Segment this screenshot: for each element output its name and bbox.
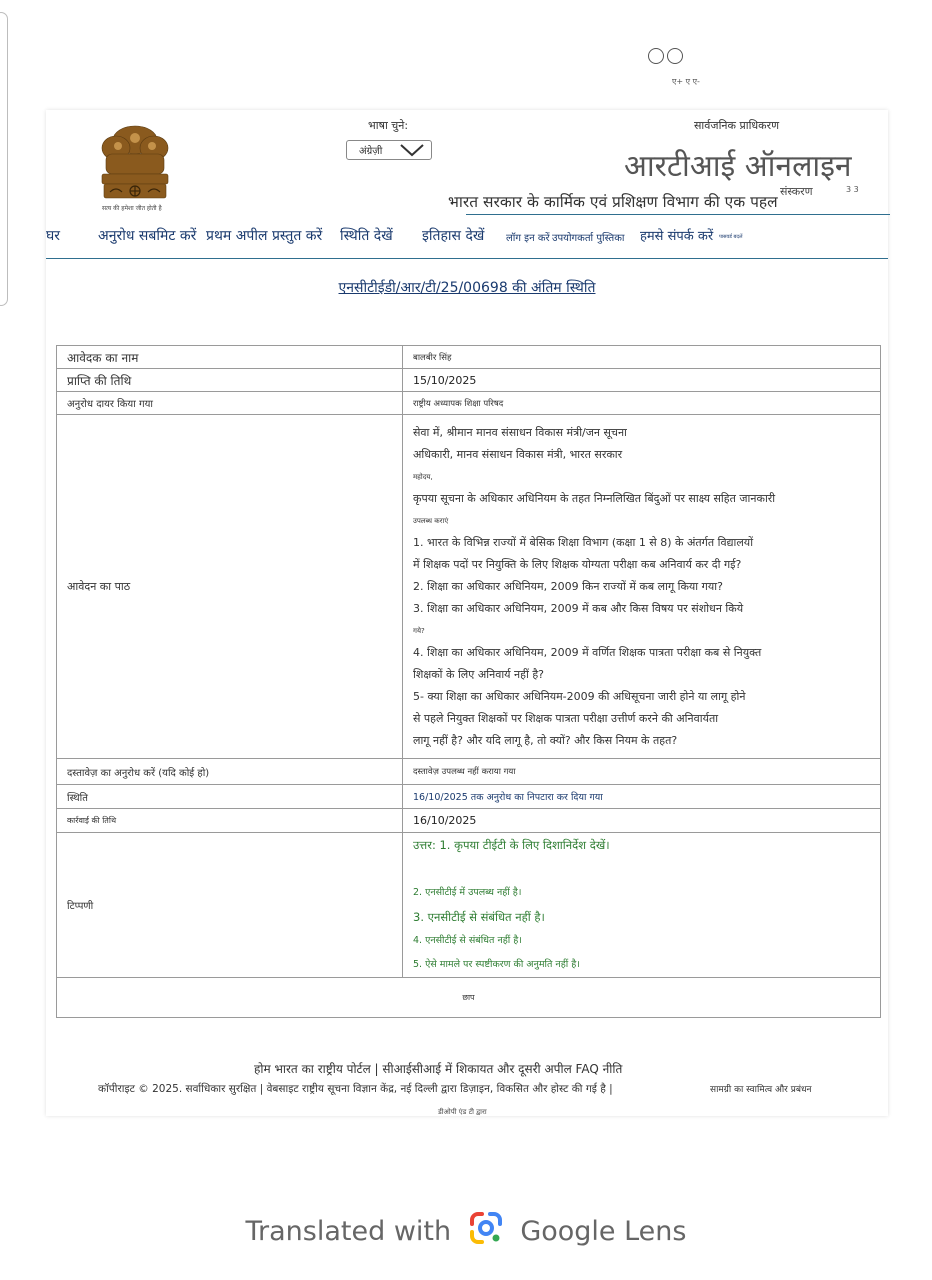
filed-with-label: अनुरोध दायर किया गया	[57, 392, 403, 415]
nav-view-history[interactable]: इतिहास देखें	[422, 228, 485, 244]
nav-home[interactable]: घर	[46, 228, 60, 244]
remark-line: 3. एनसीटीई से संबंधित नहीं है।	[413, 910, 545, 924]
final-status-title: एनसीटीईडी/आर/टी/25/00698 की अंतिम स्थिति	[338, 280, 596, 296]
nav-view-status[interactable]: स्थिति देखें	[340, 228, 393, 244]
contrast-toggle-2[interactable]	[667, 48, 683, 64]
nav-submit-request[interactable]: अनुरोध सबमिट करें	[98, 228, 197, 244]
translation-banner	[0, 1210, 932, 1247]
nav-login[interactable]: लॉग इन करें	[506, 233, 550, 244]
print-button[interactable]: छाप	[57, 978, 881, 1018]
application-line: उपलब्ध कराएं	[413, 516, 449, 525]
national-emblem-icon	[96, 118, 174, 218]
status-label: स्थिति	[57, 785, 403, 809]
remark-line: 4. एनसीटीई से संबंधित नहीं है।	[413, 935, 522, 946]
footer-links[interactable]: होम भारत का राष्ट्रीय पोर्टल | सीआईसीआई में शिकायत और दूसरी अपील FAQ नीति	[254, 1062, 623, 1076]
chevron-down-icon	[399, 143, 425, 157]
remark-line: उत्तर: 1. कृपया टीईटी के लिए दिशानिर्देश देखें।	[413, 838, 610, 852]
language-label: भाषा चुने:	[368, 119, 409, 132]
table-row	[57, 978, 881, 1018]
header-divider	[466, 214, 890, 215]
application-line: लागू नहीं है? और यदि लागू है, तो क्यों? और किस नियम के तहत?	[413, 733, 678, 747]
application-line: 3. शिक्षा का अधिकार अधिनियम, 2009 में कब और किस विषय पर संशोधन किये	[413, 601, 744, 615]
filed-with-value: राष्ट्रीय अध्यापक शिक्षा परिषद	[403, 392, 881, 415]
main-nav	[46, 226, 888, 252]
status-value: 16/10/2025 तक अनुरोध का निपटारा कर दिया गया	[403, 785, 881, 809]
action-date-label: कार्रवाई की तिथि	[57, 809, 403, 833]
table-row	[57, 392, 881, 415]
application-text-label: आवेदन का पाठ	[57, 415, 403, 759]
google-lens-icon	[468, 1210, 504, 1246]
font-size-controls[interactable]: ए+ ए ए-	[672, 77, 700, 86]
site-title: आरटीआई ऑनलाइन	[624, 149, 852, 184]
applicant-name-label: आवेदक का नाम	[57, 346, 403, 369]
language-selected-value: अंग्रेज़ी	[359, 146, 383, 157]
table-row	[57, 759, 881, 785]
application-line: 2. शिक्षा का अधिकार अधिनियम, 2009 किन राज्यों में कब लागू किया गया?	[413, 579, 723, 593]
application-line: सेवा में, श्रीमान मानव संसाधन विकास मंत्री/जन सूचना	[413, 425, 627, 439]
language-select[interactable]	[346, 140, 432, 160]
rti-page	[46, 110, 888, 1116]
site-subtitle: भारत सरकार के कार्मिक एवं प्रशिक्षण विभाग की एक पहल	[448, 193, 778, 211]
action-date-value: 16/10/2025	[403, 809, 881, 833]
table-row	[57, 415, 881, 759]
table-row	[57, 809, 881, 833]
application-line: में शिक्षक पदों पर नियुक्ति के लिए शिक्षक योग्यता परीक्षा कब अनिवार्य कर दी गई?	[413, 557, 742, 571]
version-label: संस्करण	[780, 185, 813, 198]
side-panel-handle[interactable]	[0, 12, 8, 306]
table-row	[57, 369, 881, 392]
version-number: 3 3	[846, 185, 859, 194]
request-details-table	[56, 345, 881, 1018]
application-line: शिक्षकों के लिए अनिवार्य नहीं है?	[413, 667, 545, 681]
application-line: से पहले नियुक्त शिक्षकों पर शिक्षक पात्रता परीक्षा उत्तीर्ण करने की अनिवार्यता	[413, 711, 719, 725]
application-line: 4. शिक्षा का अधिकार अधिनियम, 2009 में वर्णित शिक्षक पात्रता परीक्षा कब से नियुक्त	[413, 645, 762, 659]
application-line: कृपया सूचना के अधिकार अधिनियम के तहत निम्नलिखित बिंदुओं पर साक्ष्य सहित जानकारी	[413, 491, 776, 505]
remark-line: 5. ऐसे मामले पर स्पष्टीकरण की अनुमति नहीं है।	[413, 959, 580, 970]
application-line: महोदय,	[413, 472, 433, 481]
remarks-value	[403, 833, 881, 978]
documents-value: दस्तावेज़ उपलब्ध नहीं कराया गया	[403, 759, 881, 785]
application-text-value	[403, 415, 881, 759]
content-ownership: सामग्री का स्वामित्व और प्रबंधन	[710, 1085, 812, 1095]
nav-divider	[46, 258, 888, 259]
translation-prefix: Translated with	[245, 1216, 452, 1247]
documents-label: दस्तावेज़ का अनुरोध करें (यदि कोई हो)	[57, 759, 403, 785]
table-row	[57, 785, 881, 809]
remark-line	[413, 857, 870, 881]
nav-first-appeal[interactable]: प्रथम अपील प्रस्तुत करें	[206, 228, 323, 244]
contrast-toggle-1[interactable]	[648, 48, 664, 64]
receipt-date-label: प्राप्ति की तिथि	[57, 369, 403, 392]
nav-user-manual[interactable]: उपयोगकर्ता पुस्तिका	[552, 233, 625, 244]
dop-credit: डीओपी एंड टी द्वारा	[438, 1108, 487, 1116]
applicant-name-value: बालबीर सिंह	[403, 346, 881, 369]
application-line: 1. भारत के विभिन्न राज्यों में बेसिक शिक्षा विभाग (कक्षा 1 से 8) के अंतर्गत विद्यालयों	[413, 535, 754, 549]
remarks-label: टिप्पणी	[57, 833, 403, 978]
translation-brand: Google Lens	[520, 1216, 687, 1247]
table-row	[57, 346, 881, 369]
application-line: 5- क्या शिक्षा का अधिकार अधिनियम-2009 की अधिसूचना जारी होने या लागू होने	[413, 689, 746, 703]
display-toggles	[648, 48, 686, 68]
nav-contact-us[interactable]: हमसे संपर्क करें	[640, 229, 714, 244]
copyright-text: कॉपीराइट © 2025. सर्वाधिकार सुरक्षित | वेबसाइट राष्ट्रीय सूचना विज्ञान केंद्र, नई दिल्ली द्वारा डिज़ाइन, विकसित और होस्ट की गई है |	[98, 1083, 613, 1095]
application-line: गये?	[413, 626, 425, 635]
remark-line: 2. एनसीटीई में उपलब्ध नहीं है।	[413, 887, 522, 898]
nav-change-password[interactable]: पासवर्ड बदलें	[719, 234, 743, 240]
receipt-date-value: 15/10/2025	[403, 369, 881, 392]
public-authority-link[interactable]: सार्वजनिक प्राधिकरण	[694, 119, 780, 132]
table-row	[57, 833, 881, 978]
application-line: अधिकारी, मानव संसाधन विकास मंत्री, भारत सरकार	[413, 447, 623, 461]
emblem-caption: सत्य की हमेशा जीत होती है	[102, 205, 162, 212]
